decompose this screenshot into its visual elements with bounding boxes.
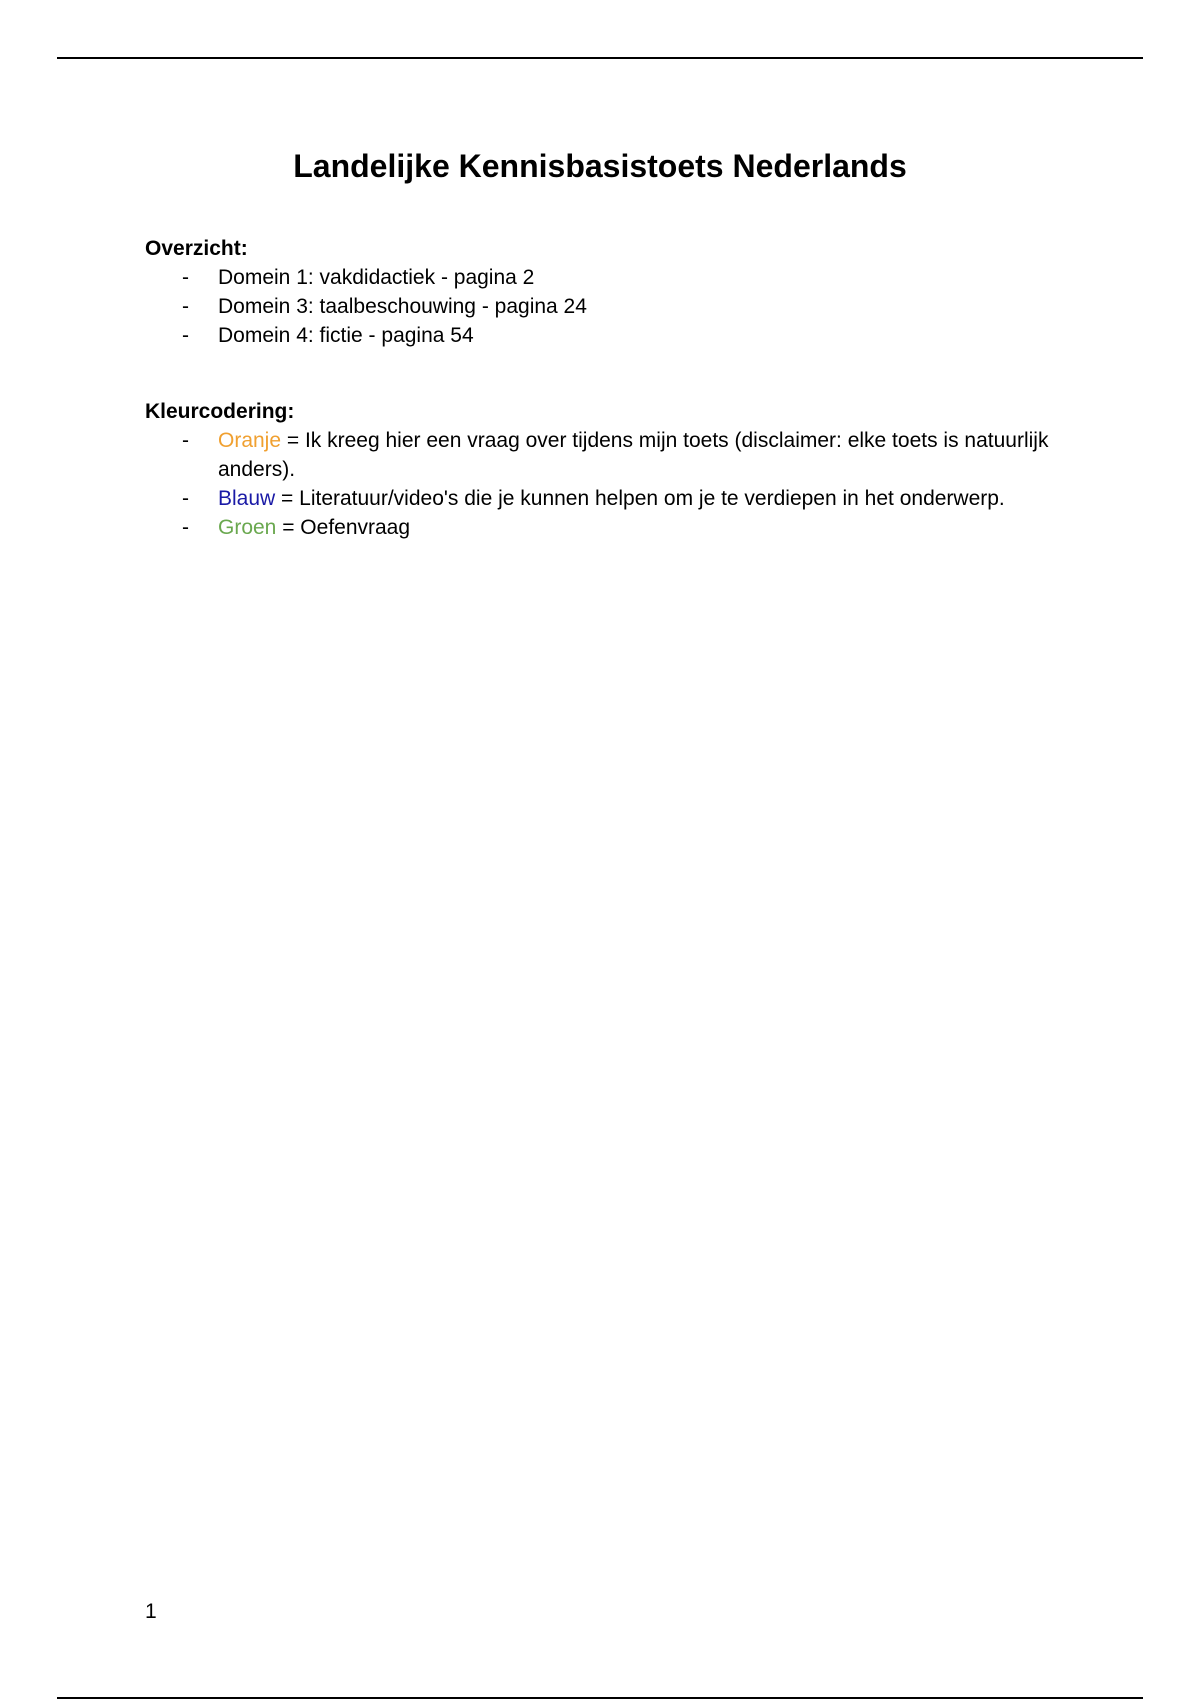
overview-item-text: Domein 4: fictie - pagina 54 (218, 324, 474, 347)
document-title: Landelijke Kennisbasistoets Nederlands (293, 148, 907, 184)
color-term-green: Groen (218, 516, 277, 539)
list-item (145, 484, 1105, 513)
color-coding-heading: Kleurcodering: (145, 400, 295, 423)
overview-heading: Overzicht: (145, 237, 248, 260)
overview-section (145, 235, 1105, 350)
list-item (145, 321, 1105, 350)
color-description: = Oefenvraag (276, 516, 411, 539)
dash-bullet: - (182, 516, 189, 539)
header-rule (57, 57, 1143, 59)
dash-bullet: - (182, 324, 189, 347)
color-term-orange: Oranje (218, 429, 282, 452)
overview-item-text: Domein 3: taalbeschouwing - pagina 24 (218, 295, 587, 318)
color-description: = Ik kreeg hier een vraag over tijdens mijn toets (disclaimer: elke toets is natuurlijk anders). (218, 429, 1049, 481)
dash-bullet: - (182, 295, 189, 318)
dash-bullet: - (182, 487, 189, 510)
overview-list (145, 263, 1105, 350)
dash-bullet: - (182, 266, 189, 289)
page-number: 1 (145, 1600, 157, 1623)
list-item (145, 263, 1105, 292)
list-item (145, 513, 1105, 542)
color-coding-section (145, 398, 1105, 542)
list-item (145, 426, 1105, 484)
dash-bullet: - (182, 429, 189, 452)
overview-item-text: Domein 1: vakdidactiek - pagina 2 (218, 266, 535, 289)
list-item (145, 292, 1105, 321)
footer-rule (57, 1697, 1143, 1699)
color-term-blue: Blauw (218, 487, 276, 510)
color-coding-list (145, 426, 1105, 542)
color-description: = Literatuur/video's die je kunnen helpen om je te verdiepen in het onderwerp. (275, 487, 1005, 510)
